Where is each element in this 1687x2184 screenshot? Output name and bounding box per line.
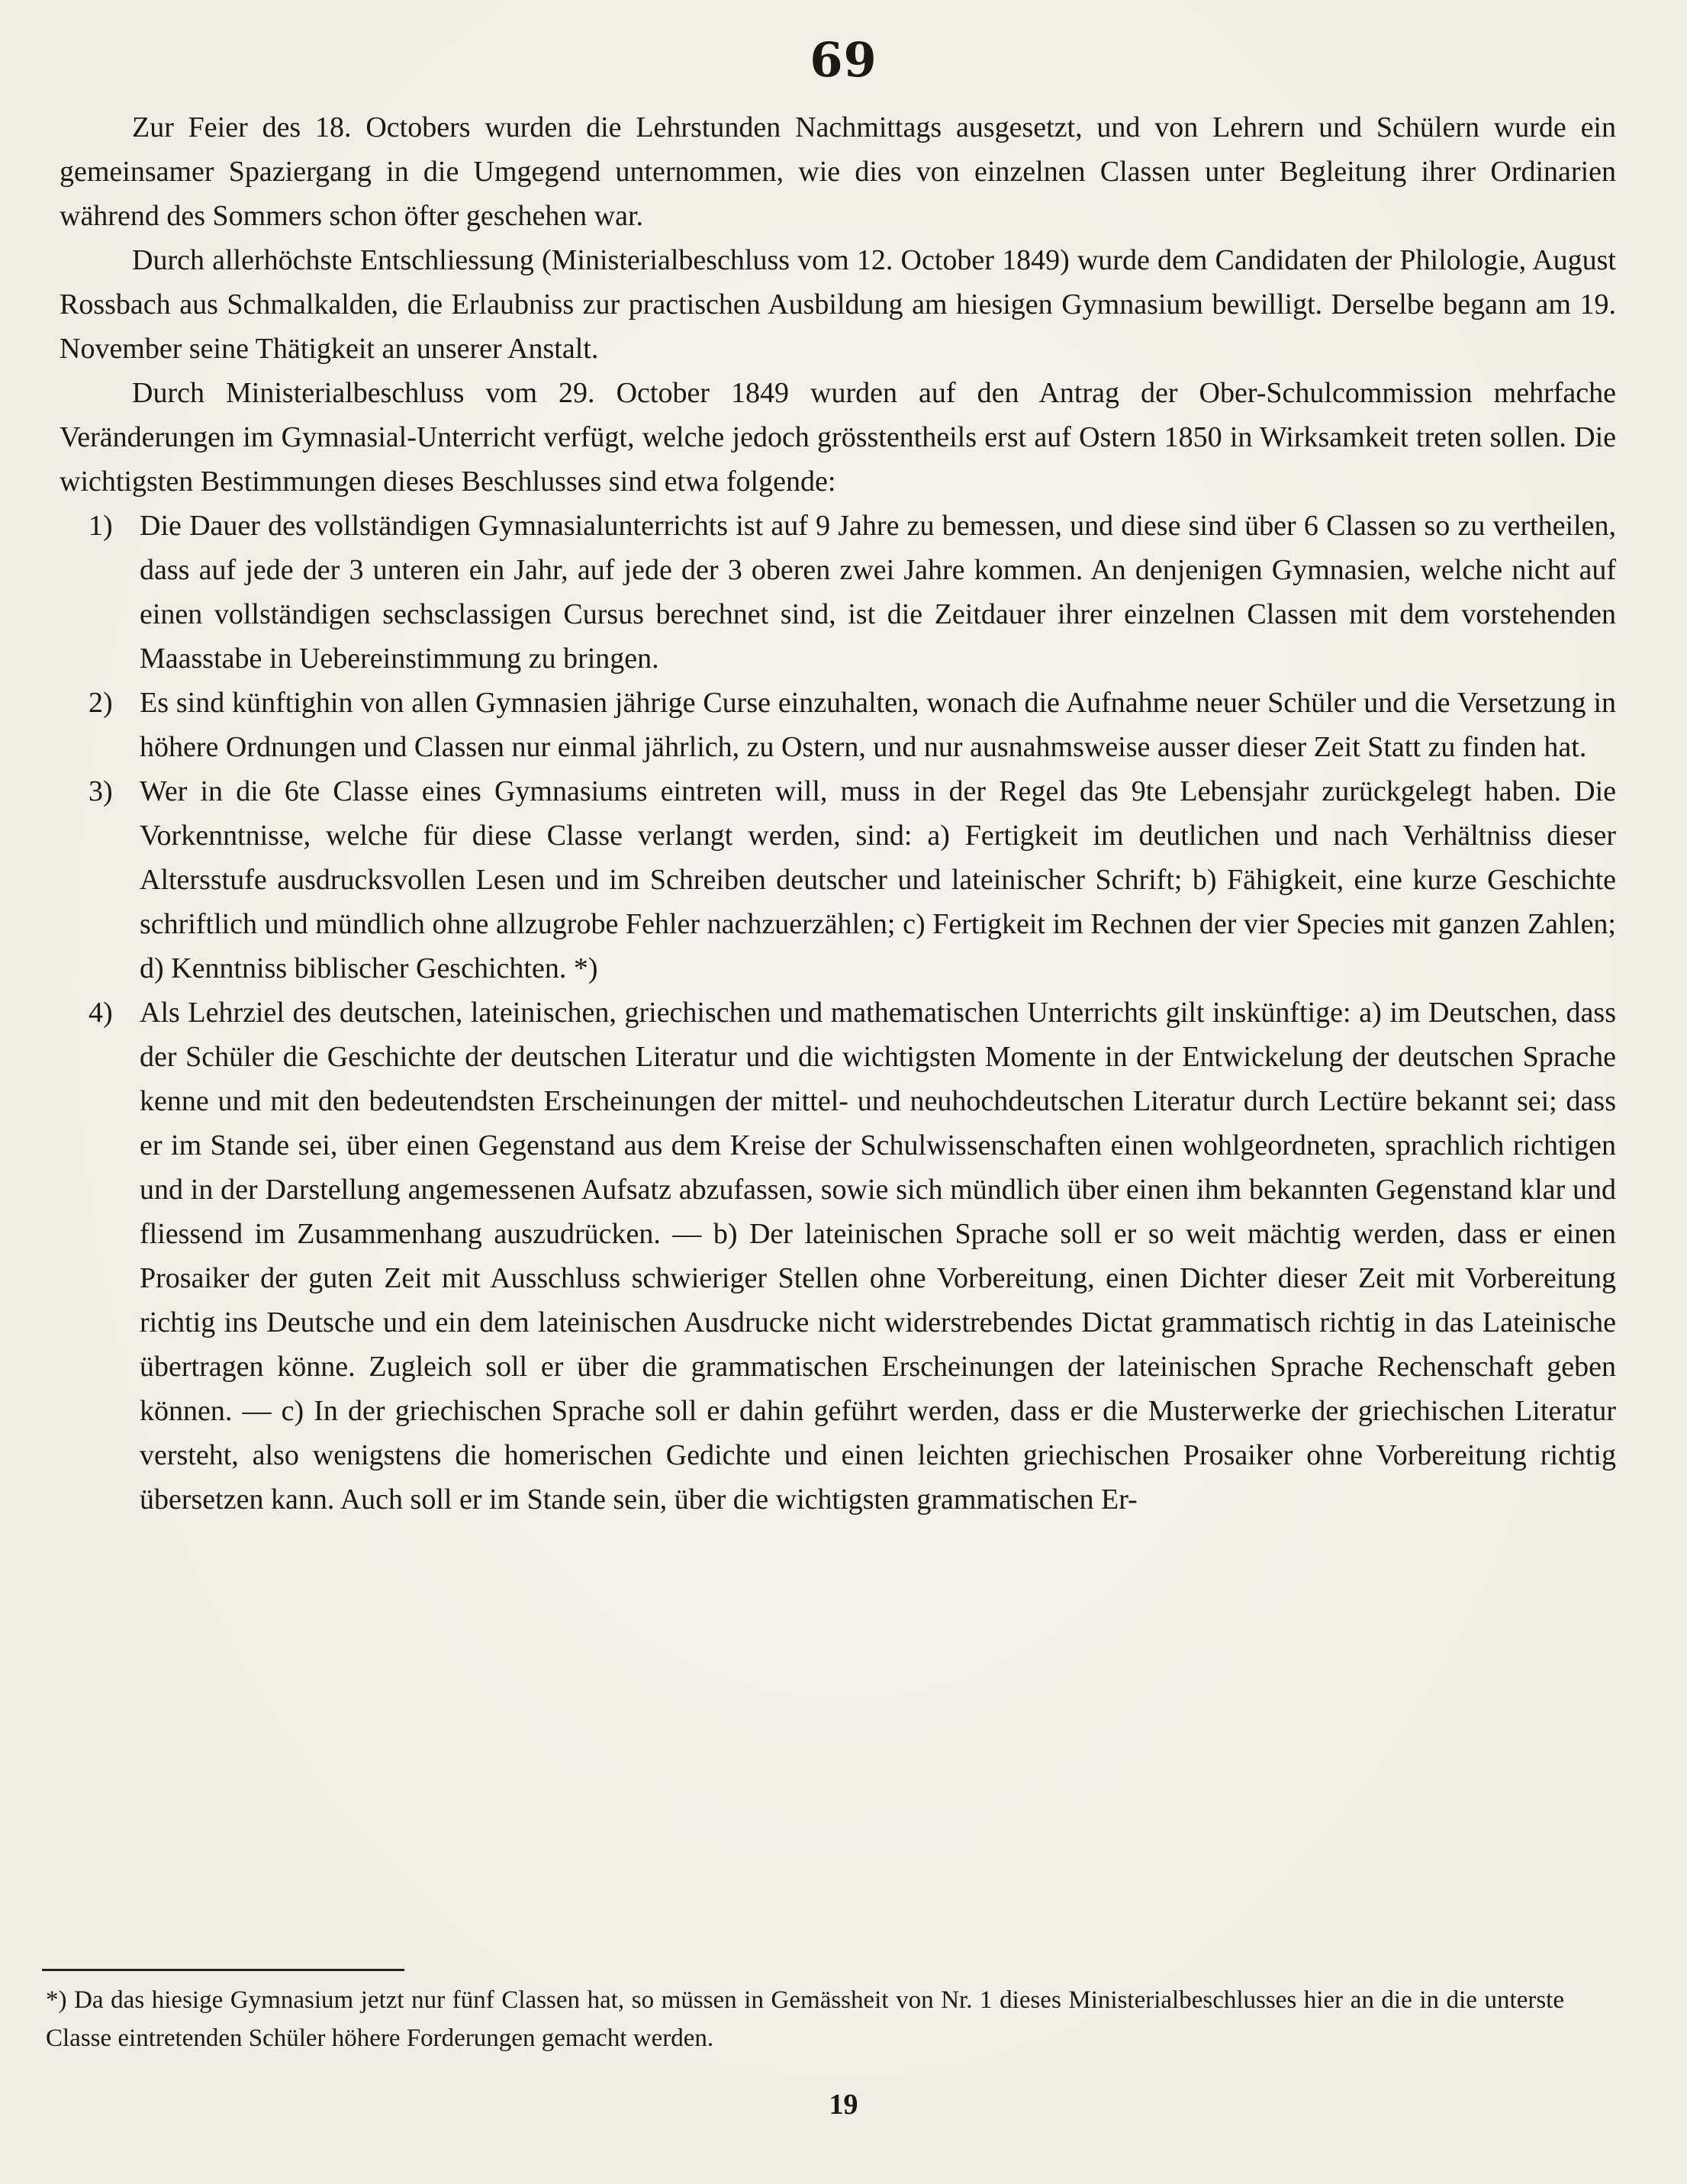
paragraph: Durch allerhöchste Entschliessung (Ministerialbeschluss vom 12. October 1849) wurde dem Candidaten der Philologie, August Rossbach aus Schmalkalden, die Erlaubniss zur practischen Ausbildung am hiesigen Gymnasium bewilligt. Derselbe begann am 19. November seine Thätigkeit an unserer Anstalt. <box>60 244 1616 365</box>
list-item <box>60 504 1616 681</box>
list-item-number: 2) <box>89 687 113 719</box>
paragraph: Durch Ministerialbeschluss vom 29. October 1849 wurden auf den Antrag der Ober-Schulcommission mehrfache Veränderungen im Gymnasial-Unterricht verfügt, welche jedoch grösstentheils erst auf Ostern 1850 in Wirksamkeit treten sollen. Die wichtigsten Bestimmungen dieses Beschlusses sind etwa folgende: <box>60 377 1616 498</box>
list-item <box>60 991 1616 1522</box>
page-number: 69 <box>810 32 877 88</box>
list-item-text: Als Lehrziel des deutschen, lateinischen, griechischen und mathematischen Unterrichts gilt inskünftige: a) im Deutschen, dass der Schüler die Geschichte der deutschen Literatur und die wichtigsten Momente in der Entwickelung der deutschen Sprache kenne und mit den bedeutendsten Erscheinungen der mittel- und neuhochdeutschen Literatur durch Lectüre bekannt sei; dass er im Stande sei, über einen Gegenstand aus dem Kreise der Schulwissenschaften einen wohlgeordneten, sprachlich richtigen und in der Darstellung angemessenen Aufsatz abzufassen, sowie sich mündlich über einen ihm bekannten Gegenstand klar und fliessend im Zusammenhang auszudrücken. — b) Der lateinischen Sprache soll er so weit mächtig werden, dass er einen Prosaiker der guten Zeit mit Ausschluss schwieriger Stellen ohne Vorbereitung, einen Dichter dieser Zeit mit Vorbereitung richtig ins Deutsche und ein dem lateinischen Ausdrucke nicht widerstrebendes Dictat grammatisch richtig in das Lateinische übertragen könne. Zugleich soll er über die grammatischen Erscheinungen der lateinischen Sprache Rechenschaft geben können. — c) In der griechischen Sprache soll er dahin geführt werden, dass er die Musterwerke der griechischen Literatur versteht, also wenigstens die homerischen Gedichte und einen leichten griechischen Prosaiker ohne Vorbereitung richtig übersetzen kann. Auch soll er im Stande sein, über die wichtigsten grammatischen Er- <box>140 997 1616 1516</box>
footnote: *) Da das hiesige Gymnasium jetzt nur fünf Classen hat, so müssen in Gemässheit von Nr. 1 dieses Ministerialbeschlusses hier an die in die unterste Classe eintretenden Schüler höhere Forderungen gemacht werden. <box>46 1986 1564 2052</box>
list-item <box>60 681 1616 769</box>
regulations-list <box>60 504 1616 1522</box>
footnote-divider <box>42 1969 404 1971</box>
printer-signature-mark: 19 <box>829 2089 858 2121</box>
list-item-text: Es sind künftighin von allen Gymnasien jährige Curse einzuhalten, wonach die Aufnahme neuer Schüler und die Versetzung in höhere Ordnungen und Classen nur einmal jährlich, zu Ostern, und nur ausnahmsweise ausser dieser Zeit Statt zu finden hat. <box>140 687 1616 763</box>
list-item-number: 1) <box>89 510 113 542</box>
list-item-number: 4) <box>89 997 113 1029</box>
list-item-text: Die Dauer des vollständigen Gymnasialunterrichts ist auf 9 Jahre zu bemessen, und diese sind über 6 Classen so zu vertheilen, dass auf jede der 3 unteren ein Jahr, auf jede der 3 oberen zwei Jahre kommen. An denjenigen Gymnasien, welche nicht auf einen vollständigen sechsclassigen Cursus berechnet sind, ist die Zeitdauer ihrer einzelnen Classen mit dem vorstehenden Maasstabe in Uebereinstimmung zu bringen. <box>140 510 1616 675</box>
list-item-number: 3) <box>89 775 113 807</box>
list-item-text: Wer in die 6te Classe eines Gymnasiums eintreten will, muss in der Regel das 9te Lebensjahr zurückgelegt haben. Die Vorkenntnisse, welche für diese Classe verlangt werden, sind: a) Fertigkeit im deutlichen und nach Verhältniss dieser Altersstufe ausdrucksvollen Lesen und im Schreiben deutscher und lateinischer Schrift; b) Fähigkeit, eine kurze Geschichte schriftlich und mündlich ohne allzugrobe Fehler nachzuerzählen; c) Fertigkeit im Rechnen der vier Species mit ganzen Zahlen; d) Kenntniss biblischer Geschichten. *) <box>140 775 1616 984</box>
body-text <box>60 105 1616 1522</box>
paragraph: Zur Feier des 18. Octobers wurden die Lehrstunden Nachmittags ausgesetzt, und von Lehrern und Schülern wurde ein gemeinsamer Spaziergang in die Umgegend unternommen, wie dies von einzelnen Classen unter Begleitung ihrer Ordinarien während des Sommers schon öfter geschehen war. <box>60 111 1616 232</box>
list-item <box>60 769 1616 991</box>
